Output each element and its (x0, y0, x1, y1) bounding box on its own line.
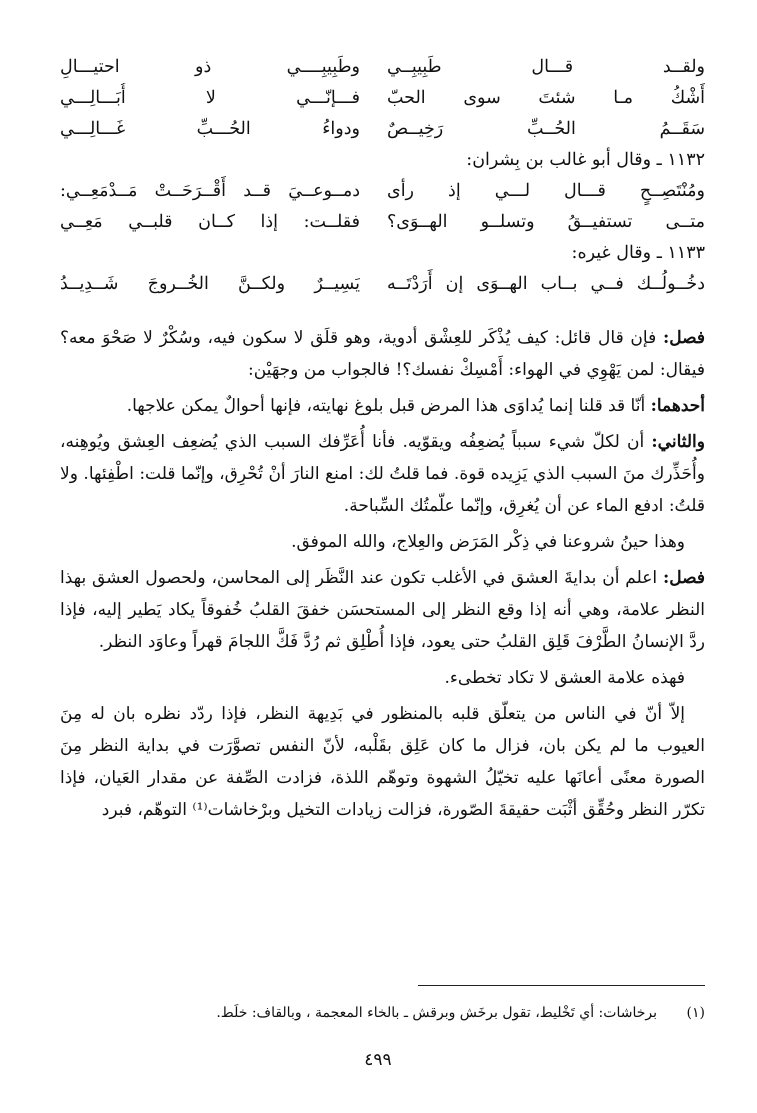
footnote (60, 1000, 705, 1026)
paragraph-text: اعلم أن بدايةَ العشق في الأغلب تكون عند النَّظَر إلى المحاسن، ولحصول العشق بهذا النظر علامة، وهي أنه إذا وقع النظر إلى المستحسَن خفقَ القلبُ خُفوقاً يكاد يَطير إليه، فإذا ردَّ الإنسانُ الطَّرْفَ قَلِق القلبُ حتى يعود، فإذا أُطْلِق ثم رُدَّ فَكَّ اللجامَ قهراً وعاوَد النظر. (60, 568, 705, 652)
page-number: ٤٩٩ (364, 1050, 392, 1070)
verse-hemistich-left: يَسِيــرٌ ولكــنَّ الخُــروجَ شَــدِيــدُ (60, 274, 360, 294)
verse-hemistich-right: ومُنْتَصِــحٍ قـــال لـــي إذ رأى (387, 181, 705, 201)
verse-hemistich-left: دمــوعــيَ قــد أَقْــرَحَــتْ مَــدْمَعِــي: (60, 181, 360, 201)
verse-block-1 (60, 52, 705, 145)
paragraph-text: إلاّ أنّ في الناس من يتعلّق قلبه بالمنظور في بَدِيهة النظر، فإذا ردّد نظره بان له مِنَ العيوب ما لم يكن بان، فزال ما كان عَلِق بقَلْبه، لأنّ النفس تصوَّرَت في بداية النظر مِنَ الصورة معنًى أعانَها عليه تخيّلُ الشهوة وتوهّم اللذة، فزادت الصِّفة عن مقدار العَيان، فإذا تكرّر النظر وحُقِّق أثْبَت حقيقةَ الصّورة، فزالت زيادات التخيل وبرْخاشات⁽¹⁾ التوهّم، فبرد (60, 704, 705, 820)
paragraph-text: أنّا قد قلنا إنما يُداوَى هذا المرض قبل بلوغ نهايته، فإنها أحوالٌ يمكن علاجها. (126, 396, 651, 416)
quote-heading-1133: ١١٣٣ ـ وقال غيره: (571, 243, 705, 263)
verse-line (60, 114, 705, 145)
verse-line (60, 52, 705, 83)
verse-hemistich-right: ولقــد قـــال طَبِيبِــي (387, 57, 705, 77)
paragraph-lead: أحدهما: (650, 396, 705, 416)
page-body (60, 52, 705, 826)
paragraph (60, 526, 705, 558)
verse-hemistich-right: أَشْكُ مـا شئتَ سوى الحبّ (387, 88, 705, 108)
verse-line (60, 207, 705, 238)
verse-line (60, 83, 705, 114)
verse-hemistich-right: متــى تستفيــقُ وتسلــو الهــوَى؟ (387, 212, 705, 232)
paragraph-text: فهذه علامة العشق لا تكاد تخطىء. (444, 668, 685, 688)
paragraph-text: وهذا حينُ شروعنا في ذِكْر المَرَض والعِلاج، والله الموفق. (291, 532, 685, 552)
paragraph-lead: فصل: (662, 328, 705, 348)
prose-section (60, 322, 705, 826)
verse-hemistich-right: سَقَــمُ الحُــبِّ رَخِيــصٌ (387, 119, 705, 139)
verse-block-3 (60, 269, 705, 300)
verse-line (60, 176, 705, 207)
verse-line (60, 269, 705, 300)
verse-block-2 (60, 176, 705, 238)
verse-hemistich-left: فـــإنّـــي لا أُبَـــالِـــي (60, 88, 360, 108)
quote-heading-1132: ١١٣٢ ـ وقال أبو غالب بن بِشران: (466, 150, 705, 170)
footnote-text: برخاشات: أي تَخْليط، تقول برخَش وبرقش ـ بالخاء المعجمة ، وبالقاف: خلَط. (216, 1005, 657, 1021)
verse-hemistich-left: ودواءُ الحُـــبِّ غَـــالِـــي (60, 119, 360, 139)
verse-hemistich-right: دخُــولُــك فــي بــاب الهــوَى إن أَرَدْتَــه (387, 274, 705, 294)
paragraph (60, 698, 705, 826)
footnote-number: (١) (686, 1005, 705, 1021)
paragraph-text: أن لكلّ شيء سبباً يُضعِفُه ويقوّيه. فأنا أُعَرِّفك السبب الذي يُضعِف العِشق ويُوهِنه، وأُحَذِّرك منَ السبب الذي يَزِيده قوة. فما قلتُ لك: امنع النارَ أنْ تُحْرِق، وإنّما قلت: اطْفِئها. ولا قلتُ: ادفع الماء عن أن يُغرِق، وإنّما علّمتُك السِّباحة. (60, 432, 705, 516)
paragraph (60, 322, 705, 386)
paragraph (60, 390, 705, 422)
footnote-divider (418, 985, 705, 986)
paragraph-lead: فصل: (662, 568, 705, 588)
verse-hemistich-left: فقلــت: إذا كــان قلبــي مَعِــي (60, 212, 360, 232)
paragraph-text: فإن قال قائل: كيف يُذْكَر للعِشْق أدوية، وهو قلَق لا سكون فيه، وسُكْرٌ لا صَحْوَ معه؟ فيقال: لمن يَهْوِي في الهواء: أَمْسِكْ نفسك؟! فالجواب من وجهَيْن: (60, 328, 705, 380)
paragraph-lead: والثاني: (651, 432, 705, 452)
paragraph (60, 662, 705, 694)
paragraph (60, 426, 705, 522)
paragraph (60, 562, 705, 658)
verse-hemistich-left: وطَبِيبِــــي ذو احتيـــالِ (60, 57, 360, 77)
